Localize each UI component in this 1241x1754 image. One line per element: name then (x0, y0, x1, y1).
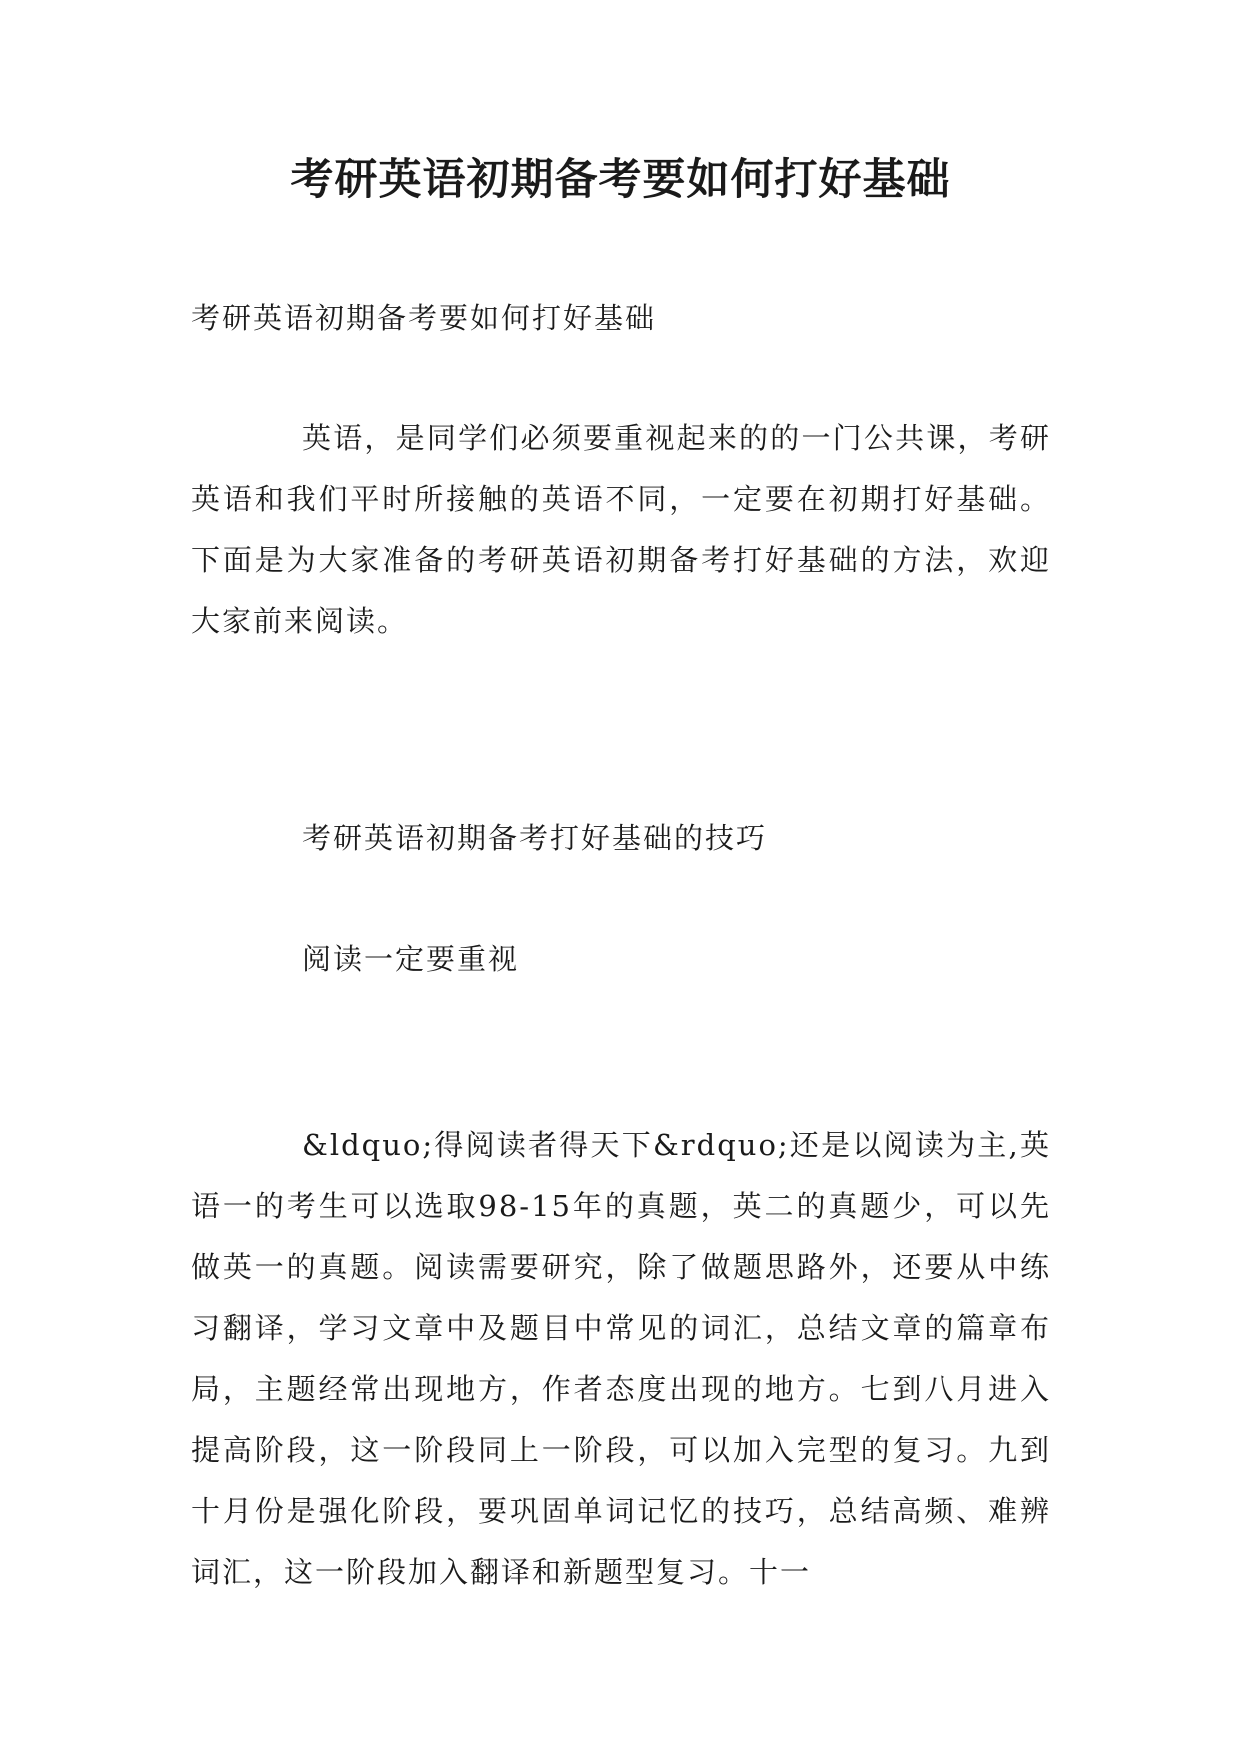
document-subtitle: 考研英语初期备考要如何打好基础 (191, 301, 657, 335)
intro-paragraph: 英语，是同学们必须要重视起来的的一门公共课，考研英语和我们平时所接触的英语不同，一定要在初期打好基础。下面是为大家准备的考研英语初期备考打好基础的方法，欢迎大家前来阅读。 (191, 421, 1051, 638)
document-title: 考研英语初期备考要如何打好基础 (290, 155, 951, 205)
reading-paragraph: &ldquo;得阅读者得天下&rdquo;还是以阅读为主,英语一的考生可以选取98-15年的真题，英二的真题少，可以先做英一的真题。阅读需要研究，除了做题思路外，还要从中练习翻译，学习文章中及题目中常见的词汇，总结文章的篇章布局，主题经常出现地方，作者态度出现的地方。七到八月进入提高阶段，这一阶段同上一阶段，可以加入完型的复习。九到十月份是强化阶段，要巩固单词记忆的技巧，总结高频、难辨词汇，这一阶段加入翻译和新题型复习。十一 (191, 1128, 1051, 1589)
section-heading: 考研英语初期备考打好基础的技巧 (302, 821, 768, 855)
sub-heading: 阅读一定要重视 (302, 942, 520, 976)
